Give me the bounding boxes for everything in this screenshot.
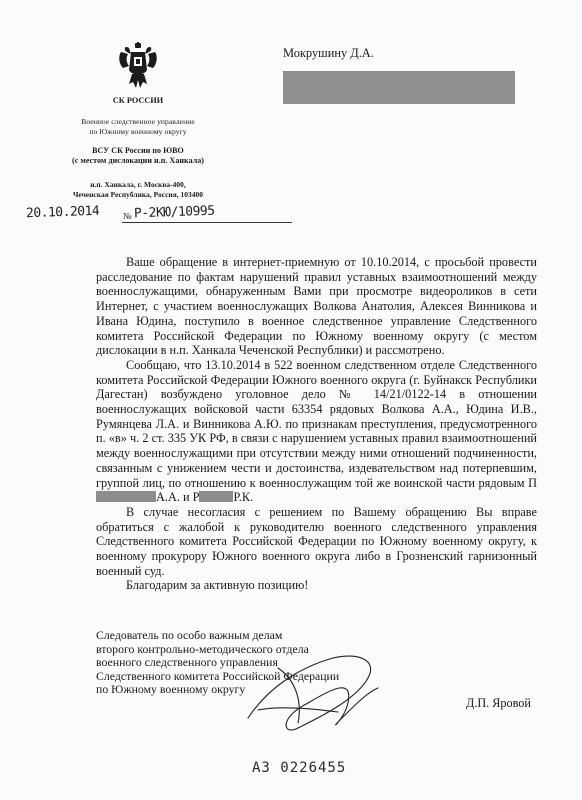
org-short-name xyxy=(38,146,238,166)
handwritten-date: 20.10.2014 xyxy=(25,203,100,222)
redacted-surname xyxy=(199,491,233,502)
org-short-line: ВСУ СК России по ЮВО xyxy=(92,146,184,155)
handwritten-signature-icon xyxy=(238,648,398,740)
redacted-surname xyxy=(96,491,156,502)
org-name-line: Военное следственное управление xyxy=(81,117,195,126)
case-text: Сообщаю, что 13.10.2014 в 522 военном следственном отделе Следственного комитета Российской Федерации Южного военного округа (г. Буйнакск Республики Дагестан) возбуждено уголовное дело № 14/21/0122-14 в отношении военнослужащих войсковой части 63354 рядовых Волкова А.А., Юдина И.В., Румянцева Л.А. и Винникова А.Ю. по признакам преступления, предусмотренного п. «в» ч. 2 ст. 335 УК РФ, в связи с нарушением уставных правил взаимоотношений между военнослужащими при отсутствии между ними отношений подчиненности, связанным с унижением чести и достоинства, издевательством над потерпевшим, группой лиц, по отношению к военнослужащим той же воинской части рядовым П xyxy=(96,357,537,490)
case-text-middle: А.А. и Р xyxy=(156,490,200,505)
org-short-line: (с местом дислокации н.п. Ханкала) xyxy=(71,156,204,165)
address-line: Чеченская Республика, Россия, 103400 xyxy=(72,190,204,199)
signer-title-line: второго контрольно-методического отдела xyxy=(96,641,309,656)
signer-title-line: по Южному военному округу xyxy=(96,682,246,696)
paragraph-appeal: В случае несогласия с решением по Вашему обращению Вы вправе обратиться с жалобой к руководителю военного следственного управления Следственного комитета Российской Федерации по Южному военному округу, к военному прокурору Южного военного округа либо в Грозненский гарнизонный военный суд. xyxy=(96,504,537,578)
org-name xyxy=(38,117,238,137)
redacted-address xyxy=(283,71,515,104)
org-title: СК РОССИИ xyxy=(112,96,164,105)
signer-title-line: военного следственного управления xyxy=(96,655,278,669)
signer-name: Д.П. Яровой xyxy=(466,696,531,710)
number-sign: № xyxy=(123,211,132,221)
outgoing-reference xyxy=(26,203,296,233)
handwritten-number: Р-2КЮ/10995 xyxy=(133,203,215,222)
address-line: н.п. Ханкала, г. Москва-400, xyxy=(90,180,186,189)
org-name-line: по Южному военному округу xyxy=(89,127,187,136)
double-headed-eagle-icon xyxy=(117,42,159,90)
reference-underline xyxy=(122,222,292,223)
paragraph-criminal-case xyxy=(96,358,537,505)
form-serial-number: АЗ 0226455 xyxy=(252,760,347,776)
signer-title-line: Следственного комитета Российской Федерации xyxy=(96,668,340,683)
addressee-name: Мокрушину Д.А. xyxy=(283,46,374,60)
paragraph-request: Ваше обращение в интернет-приемную от 10.10.2014, с просьбой провести расследование по фактам нарушений правил уставных взаимоотношений между военнослужащими, обнаруженным Вами при просмотре видеороликов в сети Интернет, с участием военнослужащих Волкова Анатолия, Алексея Винникова и Ивана Юдина, поступило в военное следственное управление Следственного комитета Российской Федерации по Южному военному округу (с местом дислокации в н.п. Ханкала Чеченской Республики) и рассмотрено. xyxy=(96,255,537,358)
org-address xyxy=(38,180,238,200)
case-text-end: Р.К. xyxy=(233,490,254,505)
signer-title-line: Следователь по особо важным делам xyxy=(96,628,283,642)
letter-body xyxy=(96,255,537,593)
paragraph-thanks: Благодарим за активную позицию! xyxy=(126,578,309,593)
